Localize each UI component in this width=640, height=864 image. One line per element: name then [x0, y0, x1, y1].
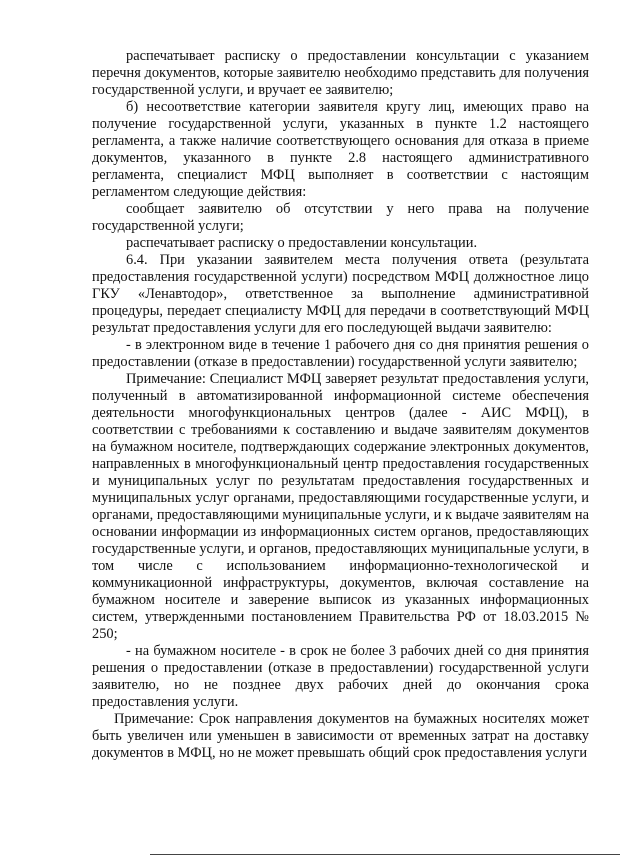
paragraph-receipt-with-documents: распечатывает расписку о предоставлении консультации с указанием перечня документов, которые заявителю необходимо представить для получения государственной услуги, и вручает ее заявителю;: [92, 48, 589, 98]
paragraph-note-ais-mfc: Примечание: Специалист МФЦ заверяет результат предоставления услуги, полученный в автоматизированной информационной системе обеспечения деятельности многофункциональных центров (далее - АИС МФЦ), в соответствии с требованиями к составлению и выдаче заявителям документов на бумажном носителе, подтверждающих содержание электронных документов, направленных в многофункциональный центр предоставления государственных и муниципальных услуг по результатам предоставления государственных и муниципальных услуг органами, предоставляющими государственные услуги, и органами, предоставляющими муниципальные услуги, и к выдаче заявителям на основании информации из информационных систем органов, предоставляющих государственные услуги, и органов, предоставляющих муниципальные услуги, в том числе с использованием информационно-технологической и коммуникационной инфраструктуры, документов, включая составление на бумажном носителе и заверение выписок из указанных информационных систем, утвержденными постановлением Правительства РФ от 18.03.2015 № 250;: [92, 371, 589, 642]
paragraph-note-delivery-term: Примечание: Срок направления документов на бумажных носителях может быть увеличен или уменьшен в зависимости от временных затрат на доставку документов в МФЦ, но не может превышать общий срок предоставления услуги: [92, 711, 589, 761]
page-bottom-divider: [150, 854, 620, 855]
paragraph-print-receipt: распечатывает расписку о предоставлении консультации.: [126, 235, 478, 251]
paragraph-section-6-4: 6.4. При указании заявителем места получения ответа (результата предоставления государственной услуги) посредством МФЦ должностное лицо ГКУ «Ленавтодор», ответственное за выполнение административной процедуры, передает специалисту МФЦ для передачи в соответствующий МФЦ результат предоставления услуги для его последующей выдачи заявителю:: [92, 252, 589, 336]
paragraph-inform-no-right: сообщает заявителю об отсутствии у него права на получение государственной услуги;: [92, 201, 589, 234]
document-body: [92, 48, 589, 762]
paragraph-applicant-category-mismatch: б) несоответствие категории заявителя кругу лиц, имеющих право на получение государственной услуги, указанных в пункте 1.2 настоящего регламента, а также наличие соответствующего основания для отказа в приеме документов, указанного в пункте 2.8 настоящего административного регламента, специалист МФЦ выполняет в соответствии с настоящим регламентом следующие действия:: [92, 99, 589, 200]
paragraph-electronic-form: - в электронном виде в течение 1 рабочего дня со дня принятия решения о предоставлении (отказе в предоставлении) государственной услуги заявителю;: [92, 337, 589, 370]
paragraph-paper-form: - на бумажном носителе - в срок не более 3 рабочих дней со дня принятия решения о предоставлении (отказе в предоставлении) государственной услуги заявителю, но не позднее двух рабочих дней до окончания срока предоставления услуги.: [92, 643, 589, 710]
